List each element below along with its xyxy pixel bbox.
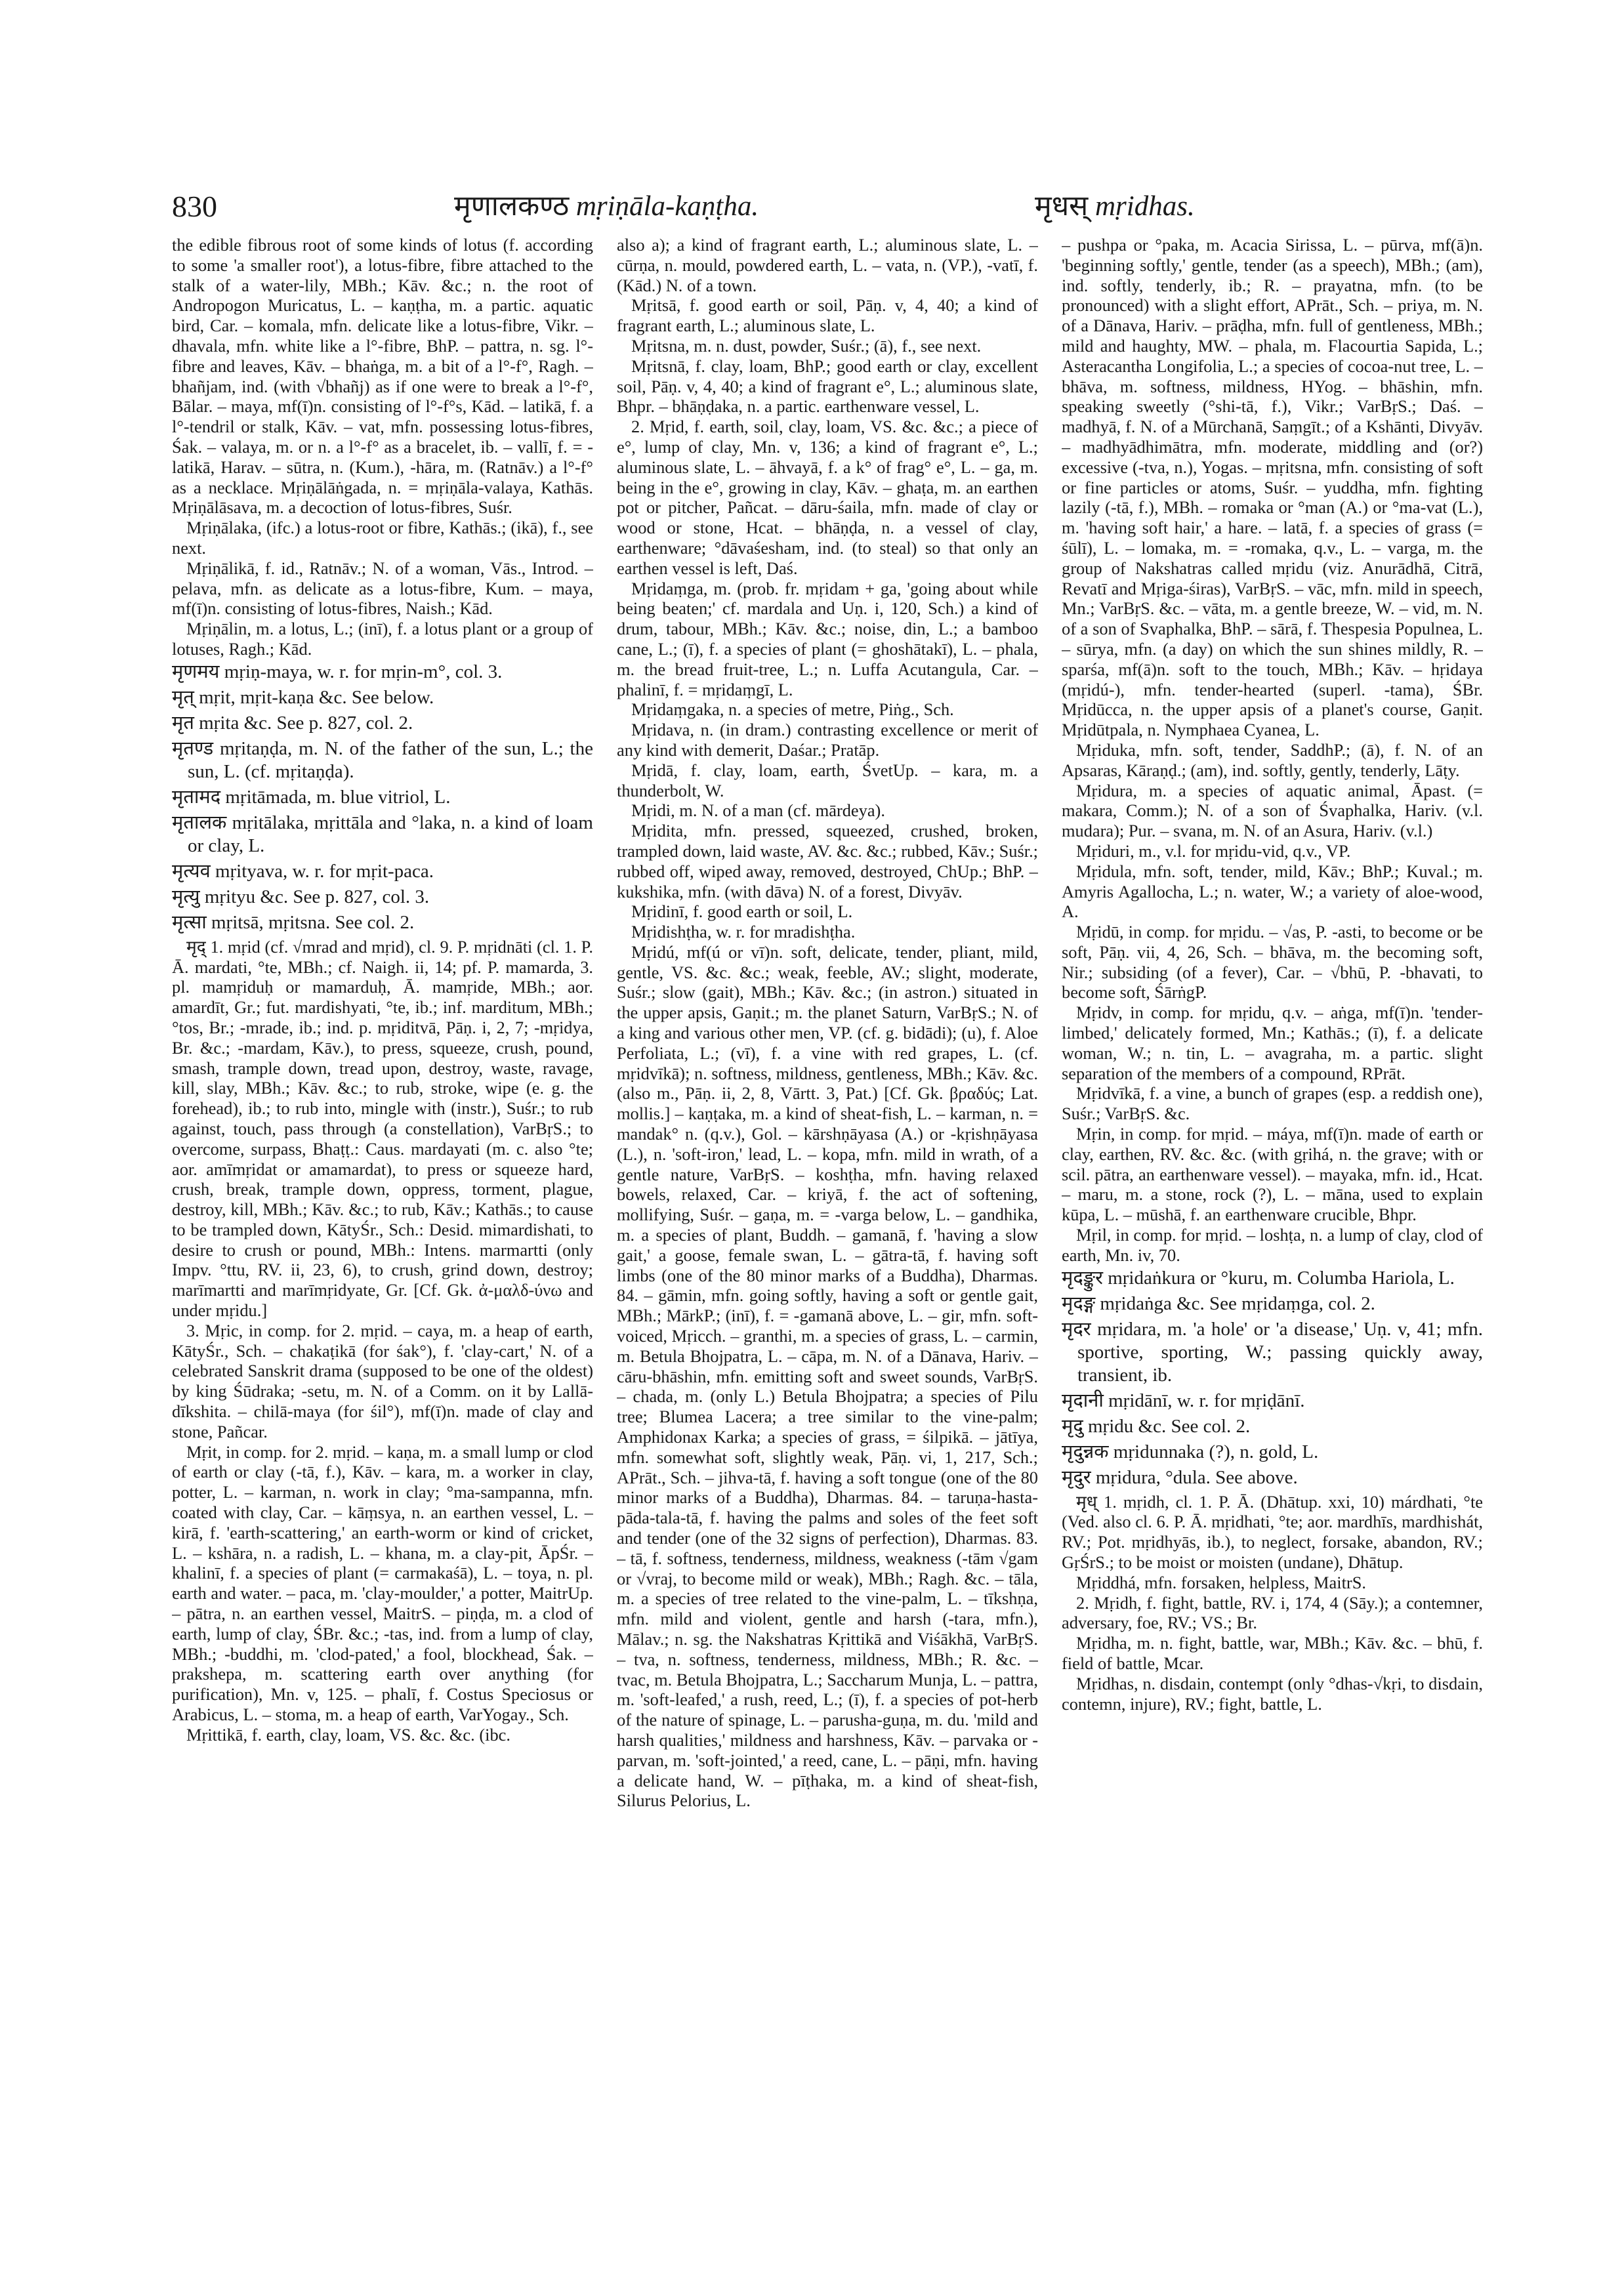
entry: Mṛidvīkā, f. a vine, a bunch of grapes (esp. a reddish one), Suśr.; VarBṛS. &c. xyxy=(1062,1083,1483,1124)
entry: Mṛitsā, f. good earth or soil, Pāṇ. v, 4, 40; a kind of fragrant earth, L.; aluminous slate, L. xyxy=(617,295,1038,336)
entry: – pushpa or °paka, m. Acacia Sirissa, L. – pūrva, mf(ā)n. 'beginning softly,' gentle, tender (as a speech), MBh.; (am), ind. softly, tenderly, ib.; R. – prayatna, mfn. (to be pronounced) with a slight effort, APrāt., Sch. – priya, m. N. of a Dānava, Hariv. – prāḍha, mfn. full of gentleness, MBh.; mild and haughty, MW. – phala, m. Flacourtia Sapida, L.; Asteracantha Longifolia, L.; a species of cocoa-nut tree, L. – bhāva, m. softness, mildness, HYog. – bhāshin, mfn. speaking sweetly (°shi-tā, f.), Vikr.; VarBṛS.; Daś. – madhyā, f. N. of a Mūrchanā, Saṃgīt.; of a Kshānti, Divyāv. – madhyādhimātra, mfn. moderate, middling and (or?) excessive (-tva, n.), Yogas. – mṛitsna, mfn. consisting of soft or fine particles or atoms, Suśr. – yuddha, mfn. fighting lazily (-tā, f.), MBh. – romaka or °man (A.) or °ma-vat (L.), m. 'having soft hair,' a hare. – latā, f. a species of grass (= śūlī), L. – lomaka, m. = -romaka, q.v., L. – varga, m. the group of Nakshatras called mṛidu (viz. Anurādhā, Citrā, Revatī and Mṛiga-śiras), VarBṛS. – vāc, mfn. mild in speech, Mn.; VarBṛS. &c. – vāta, m. a gentle breeze, W. – vid, m. N. of a son of Svaphalka, BhP. – sārā, f. Thespesia Populnea, L. – sūrya, mfn. (a day) on which the sun shines mildly, R. – sparśa, mf(ā)n. soft to the touch, MBh.; Kāv. – hṛidaya (mṛidú-), mfn. tender-hearted (superl. -tama), ŚBr. Mṛidūcca, n. the upper apsis of a planet's course, Gaṇit. Mṛidūtpala, n. Nymphaea Cyanea, L. xyxy=(1062,235,1483,740)
headword-entry: मृणमय mṛiṇ-maya, w. r. for mṛin-m°, col. 3. xyxy=(172,661,503,682)
entry: Mṛiduka, mfn. soft, tender, SaddhP.; (ā), f. N. of an Apsaras, Kāraṇḍ.; (am), ind. softly, gently, tenderly, Lāṭy. xyxy=(1062,739,1483,780)
entry: Mṛidishṭha, w. r. for mradishṭha. xyxy=(631,922,856,942)
entry: Mṛin, in comp. for mṛid. – máya, mf(ī)n. made of earth or clay, earthen, RV. &c. &c. (with gṛihá, n. the grave; with or scil. pātra, an earthenware vessel). – mayaka, mfn. id., Hcat. – maru, m. a stone, rock (?), L. – māna, used to explain kūpa, L. – mūshā, f. an earthenware crucible, Bhpr. xyxy=(1062,1124,1483,1225)
headword-entry: मृदर mṛidara, m. 'a hole' or 'a disease,' Uṇ. v, 41; mfn. sportive, sporting, W.; passing quickly away, transient, ib. xyxy=(1062,1318,1483,1386)
entry: Mṛidha, m. n. fight, battle, war, MBh.; Kāv. &c. – bhū, f. field of battle, Mcar. xyxy=(1062,1633,1483,1674)
entry: Mṛittikā, f. earth, clay, loam, VS. &c. &c. (ibc. xyxy=(186,1724,510,1745)
headword-entry: मृतण्ड mṛitaṇḍa, m. N. of the father of the sun, L.; the sun, L. (cf. mṛitaṇḍa). xyxy=(172,737,593,782)
entry: Mṛit, in comp. for 2. mṛid. – kaṇa, m. a small lump or clod of earth or clay (-tā, f.), Kāv. – kara, m. a worker in clay, potter, L. – karman, n. work in clay; °ma-sampanna, mfn. coated with clay, Car. – kāṃsya, n. an earthen vessel, L. – kirā, f. 'earth-scattering,' an earth-worm or kind of cricket, L. – kshāra, n. a radish, L. – khana, m. a clay-pit, ĀpŚr. – khalinī, f. a species of plant (= carmakaśā), L. – toya, n. pl. earth and water. – paca, m. 'clay-moulder,' a potter, MaitrUp. – pātra, n. an earthen vessel, MaitrS. – piṇḍa, m. a clod of earth, lump of clay, ŚBr. &c.; -tas, ind. from a lump of clay, MBh.; -buddhi, m. 'clod-pated,' a fool, blockhead, Śak. – prakshepa, m. scattering earth over anything (for purification), Mn. v, 125. – phalī, f. Costus Speciosus or Arabicus, L. – stoma, m. a heap of earth, VarYogay., Sch. xyxy=(172,1441,593,1725)
headword-entry: मृत्यव mṛityava, w. r. for mṛit-paca. xyxy=(172,860,434,882)
left-running-head-roman: mṛiṇāla-kaṇṭha. xyxy=(575,191,759,222)
column-3 xyxy=(1062,235,1483,2243)
headword-entry: मृत mṛita &c. See p. 827, col. 2. xyxy=(172,712,413,734)
entry: 2. Mṛidh, f. fight, battle, RV. i, 174, 4 (Sāy.); a contemner, adversary, foe, RV.; VS.; Br. xyxy=(1062,1592,1483,1633)
headword-entry: मृत् mṛit, mṛit-kaṇa &c. See below. xyxy=(172,686,434,708)
headword-entry: मृदानी mṛidānī, w. r. for mṛiḍānī. xyxy=(1062,1390,1305,1411)
headword-entry: मृदङ्ग mṛidaṅga &c. See mṛidaṃga, col. 2. xyxy=(1062,1292,1375,1314)
entry: Mṛidū, in comp. for mṛidu. – √as, P. -asti, to become or be soft, Pāṇ. vii, 4, 26, Sch. – bhāva, m. the becoming soft, Nir.; subsiding (of a fever), Car. – √bhū, P. -bhavati, to become soft, ŚārṅgP. xyxy=(1062,922,1483,1003)
entry: Mṛidinī, f. good earth or soil, L. xyxy=(631,901,853,922)
entry: Mṛil, in comp. for mṛid. – loshṭa, n. a lump of clay, clod of earth, Mn. iv, 70. xyxy=(1062,1225,1483,1265)
headword-entry: मृतामद mṛitāmada, m. blue vitriol, L. xyxy=(172,786,451,808)
root-entry: मृध् 1. mṛidh, cl. 1. P. Ā. (Dhātup. xxi, 10) márdhati, °te (Ved. also cl. 6. P. Ā. mṛidhati, °te; aor. mardhīs, mardhishát, RV.; Pot. mṛidhyās, ib.), to neglect, forsake, abandon, RV.; GṛŚrS.; to be moist or moisten (undane), Dhātup. xyxy=(1062,1491,1483,1573)
right-running-head xyxy=(1035,190,1195,223)
entry: Mṛidaṃga, m. (prob. fr. mṛidam + ga, 'going about while being beaten;' cf. mardala and Uṇ. i, 120, Sch.) a kind of drum, tabour, MBh.; Kāv. &c.; noise, din, L.; a bamboo cane, L.; (ī), f. a species of plant (= ghoshātakī), L. – phala, m. the bread fruit-tree, L.; n. Luffa Acutangula, Car. – phalinī, f. = mṛidaṃgī, L. xyxy=(617,578,1038,699)
root-entry: मृद् 1. mṛid (cf. √mrad and mṛid), cl. 9. P. mṛidnāti (cl. 1. P. Ā. mardati, °te, MBh.; cf. Naigh. ii, 14; pf. P. mamarda, 3. pl. mamṛiduḥ or mamarduḥ, Ā. mamṛide, MBh.; aor. amardīt, Gr.; fut. mardishyati, °te, ib.; inf. marditum, MBh.; °tos, Br.; -mrade, ib.; ind. p. mṛiditvā, Pāṇ. i, 2, 7; -mṛidya, Br. &c.; -mardam, Kāv.), to press, squeeze, crush, pound, smash, trample down, tread upon, destroy, waste, ravage, kill, slay, MBh.; Kāv. &c.; to rub, stroke, wipe (e. g. the forehead), ib.; to rub into, mingle with (instr.), Suśr.; to rub against, touch, pass through (a constellation), VarBṛS.; to overcome, surpass, Bhaṭṭ.: Caus. mardayati (m. c. also °te; aor. amīmṛidat or amamardat), to press or squeeze hard, crush, break, trample down, oppress, torment, plague, destroy, kill, MBh.; Kāv. &c.; to rub, Kāv.; Kathās.; to cause to be trampled down, KātyŚr., Sch.: Desid. mimardishati, to desire to crush or pound, MBh.: Intens. marmartti (only Impv. °ttu, RV. ii, 23, 6), to crush, grind down, destroy; marīmartti and marīmṛidyate, Gr. [Cf. Gk. ἀ-μαλδ-ύνω and under mṛidu.] xyxy=(172,936,593,1321)
entry: 2. Mṛid, f. earth, soil, clay, loam, VS. &c. &c.; a piece of e°, lump of clay, Mn. v, 136; a kind of fragrant e°, L.; aluminous slate, L. – āhvayā, f. a k° of frag° e°, L. – ga, m. being in the e°, growing in clay, Kāv. – ghaṭa, m. an earthen pot or pitcher, Pañcat. – dāru-śaila, mfn. made of clay or wood or stone, Hcat. – bhāṇḍa, n. a vessel of clay, earthenware; °dāvaśesham, ind. (to steal) so that only an earthen vessel is left, Daś. xyxy=(617,417,1038,578)
headword-entry: मृत्यु mṛityu &c. See p. 827, col. 3. xyxy=(172,886,430,907)
entry: Mṛidi, m. N. of a man (cf. mārdeya). xyxy=(631,800,885,821)
left-running-head-devanagari: मृणालकण्ठ xyxy=(454,191,570,222)
entry: Mṛidula, mfn. soft, tender, mild, Kāv.; BhP.; Kuval.; m. Amyris Agallocha, L.; n. water, W.; a variety of aloe-wood, A. xyxy=(1062,861,1483,922)
entry: Mṛiduri, m., v.l. for mṛidu-vid, q.v., VP. xyxy=(1076,840,1351,861)
page-number: 830 xyxy=(172,190,217,223)
right-running-head-roman: mṛidhas. xyxy=(1094,191,1195,222)
headword-entry: मृदुन्नक mṛidunnaka (?), n. gold, L. xyxy=(1062,1441,1319,1462)
column-1 xyxy=(172,235,593,2243)
entry: Mṛitsnā, f. clay, loam, BhP.; good earth or clay, excellent soil, Pāṇ. v, 4, 40; a kind of fragrant e°, L.; aluminous slate, Bhpr. – bhāṇḍaka, n. a partic. earthenware vessel, L. xyxy=(617,356,1038,417)
headword-entry: मृदङ्कुर mṛidaṅkura or °kuru, m. Columba Hariola, L. xyxy=(1062,1267,1455,1289)
headword-entry: मृदु mṛidu &c. See col. 2. xyxy=(1062,1415,1251,1437)
column-2 xyxy=(617,235,1038,2243)
entry: Mṛidura, m. a species of aquatic animal, Āpast. (= makara, Comm.); N. of a son of Śvaphalka, Hariv. (v.l. mudara); Pur. – svana, m. N. of an Asura, Hariv. (v.l.) xyxy=(1062,780,1483,841)
entry: Mṛidhas, n. disdain, contempt (only °dhas-√kṛi, to disdain, contemn, injure), RV.; fight, battle, L. xyxy=(1062,1673,1483,1714)
headword-entry: मृत्सा mṛitsā, mṛitsna. See col. 2. xyxy=(172,911,415,933)
entry: the edible fibrous root of some kinds of lotus (f. according to some 'a smaller root'), a lotus-fibre, fibre attached to the stalk of a water-lily, MBh.; Kāv. &c.; n. the root of Andropogon Muricatus, L. – kaṇṭha, m. a partic. aquatic bird, Car. – komala, mfn. delicate like a lotus-fibre, Vikr. – dhavala, mfn. white like a l°-fibre, BhP. – pattra, n. sg. l°-fibre and leaves, Kāv. – bhaṅga, m. a bit of a l°-f°, Ragh. – bhañjam, ind. (with √bhañj) as if one were to break a l°-f°, Bālar. – maya, mf(ī)n. consisting of l°-f°s, Kād. – latikā, f. a l°-tendril or stalk, Kāv. – vat, mfn. possessing lotus-fibres, Śak. – valaya, m. or n. a l°-f° as a bracelet, ib. – vallī, f. = -latikā, Harav. – sūtra, n. (Kum.), -hāra, m. (Ratnāv.) a l°-f° as a necklace. Mṛiṇālāṅgada, n. = mṛiṇāla-valaya, Kathās. Mṛiṇālāsava, m. a decoction of lotus-fibres, Suśr. xyxy=(172,235,593,518)
entry: Mṛidv, in comp. for mṛidu, q.v. – aṅga, mf(ī)n. 'tender-limbed,' delicately formed, Mn.; Kathās.; (ī), f. a delicate woman, W.; n. tin, L. – avagraha, m. a partic. slight separation of the members of a compound, RPrāt. xyxy=(1062,1003,1483,1083)
entry: Mṛiṇālikā, f. id., Ratnāv.; N. of a woman, Vās., Introd. – pelava, mfn. as delicate as a lotus-fibre, Kum. – maya, mf(ī)n. consisting of lotus-fibres, Naish.; Kād. xyxy=(172,558,593,619)
entry: Mṛiddhá, mfn. forsaken, helpless, MaitrS. xyxy=(1076,1572,1366,1592)
right-running-head-devanagari: मृधस् xyxy=(1035,191,1089,222)
entry: Mṛidita, mfn. pressed, squeezed, crushed, broken, trampled down, laid waste, AV. &c. &c.; rubbed, Kāv.; Suśr.; rubbed off, wiped away, removed, destroyed, ChUp.; BhP. – kukshika, mfn. (with dāva) N. of a forest, Divyāv. xyxy=(617,821,1038,901)
page-header xyxy=(172,190,1514,223)
entry: 3. Mṛic, in comp. for 2. mṛid. – caya, m. a heap of earth, KātyŚr., Sch. – chakaṭikā (for śak°), f. 'clay-cart,' N. of a celebrated Sanskrit drama (supposed to be one of the oldest) by king Śūdraka; -setu, m. N. of a Comm. on it by Lallā-dīkshita. – chilā-maya (for śil°), mf(ī)n. made of clay and stone, Pañcar. xyxy=(172,1320,593,1441)
headword-entry: मृतालक mṛitālaka, mṛittāla and °laka, n. a kind of loam or clay, L. xyxy=(172,812,593,856)
entry: Mṛidaṃgaka, n. a species of metre, Piṅg., Sch. xyxy=(631,699,954,720)
left-running-head xyxy=(454,190,759,223)
headword-entry: मृदुर mṛidura, °dula. See above. xyxy=(1062,1466,1298,1488)
entry: Mṛidú, mf(ú or vī)n. soft, delicate, tender, pliant, mild, gentle, VS. &c. &c.; weak, feeble, AV.; slight, moderate, Suśr.; slow (gait), MBh.; Kāv. &c.; (in astron.) situated in the upper apsis, Gaṇit.; m. the planet Saturn, VarBṛS.; N. of a king and various other men, VP. (cf. g. bidādi); (u), f. Aloe Perfoliata, L.; (vī), f. a vine with red grapes, L. (cf. mṛidvīkā); n. softness, mildness, gentleness, MBh.; Kāv. &c. (also m., Pāṇ. ii, 2, 8, Vārtt. 3, Pat.) [Cf. Gk. βραδύς; Lat. mollis.] – kaṇṭaka, m. a kind of sheat-fish, L. – karman, n. = mandak° n. (q.v.), Gol. – kārshṇāyasa (A.) or -kṛishṇāyasa (L.), n. 'soft-iron,' lead, L. – kopa, mfn. mild in wrath, of a gentle nature, VarBṛS. – koshṭha, mfn. having relaxed bowels, relaxed, Car. – kriyā, f. the act of softening, mollifying, Suśr. – gaṇa, m. = -varga below, L. – gandhika, m. a species of plant, Buddh. – gamanā, f. 'having a slow gait,' a goose, female swan, L. – gātra-tā, f. having soft limbs (one of the 80 minor marks of a Buddha), Dharmas. 84. – gāmin, mfn. going softly, having a soft or gentle gait, MBh.; MārkP.; (inī), f. = -gamanā above, L. – gir, mfn. soft-voiced, Mṛicch. – granthi, m. a species of grass, L. – carmin, m. Betula Bhojpatra, L. – cāpa, m. N. of a Dānava, Hariv. – cāru-bhāshin, mfn. emitting soft and sweet sounds, VarBṛS. – chada, m. (only L.) Betula Bhojpatra; a species of Pilu tree; Blumea Lacera; a tree similar to the vine-palm; Amphidonax Karka; a species of grass, = śilpikā. – jātīya, mfn. somewhat soft, slightly weak, Pāṇ. vi, 1, 217, Sch.; APrāt., Sch. – jihva-tā, f. having a soft tongue (one of the 80 minor marks of a Buddha), Dharmas. 84. – taruṇa-hasta-pāda-tala-tā, f. having the palms and soles of the feet soft and tender (one of the 32 signs of perfection), Dharmas. 83. – tā, f. softness, tenderness, mildness, weakness (-tām √gam or √vraj, to become mild or weak), MBh.; Ragh. &c. – tāla, m. a species of tree related to the vine-palm, L. – tīkshṇa, mfn. mild and violent, gentle and harsh (-tara, mfn.), Mālav.; n. sg. the Nakshatras Kṛittikā and Viśākhā, VarBṛS. – tva, n. softness, tenderness, mildness, MBh.; R. &c. – tvac, m. Betula Bhojpatra, L.; Saccharum Munja, L. – pattra, m. 'soft-leafed,' a rush, reed, L.; (ī), f. a species of pot-herb of the nature of spinage, L. – parusha-guṇa, m. du. 'mild and harsh qualities,' mildness and harshness, Kāv. – parvaka or -parvan, m. 'soft-jointed,' a reed, cane, L. – pāṇi, mfn. having a delicate hand, W. – pīṭhaka, m. a kind of sheat-fish, Silurus Pelorius, L. xyxy=(617,941,1038,1811)
entry: also a); a kind of fragrant earth, L.; aluminous slate, L. – cūrṇa, n. mould, powdered earth, L. – vata, n. (VP.), -vatī, f. (Kād.) N. of a town. xyxy=(617,235,1038,295)
entry: Mṛidava, n. (in dram.) contrasting excellence or merit of any kind with demerit, Daśar.; Pratāp. xyxy=(617,720,1038,760)
entry: Mṛitsna, m. n. dust, powder, Suśr.; (ā), f., see next. xyxy=(631,335,982,356)
entry: Mṛiṇālin, m. a lotus, L.; (inī), f. a lotus plant or a group of lotuses, Ragh.; Kād. xyxy=(172,619,593,659)
entry: Mṛiṇālaka, (ifc.) a lotus-root or fibre, Kathās.; (ikā), f., see next. xyxy=(172,518,593,558)
entry: Mṛidā, f. clay, loam, earth, ŚvetUp. – kara, m. a thunderbolt, W. xyxy=(617,760,1038,800)
